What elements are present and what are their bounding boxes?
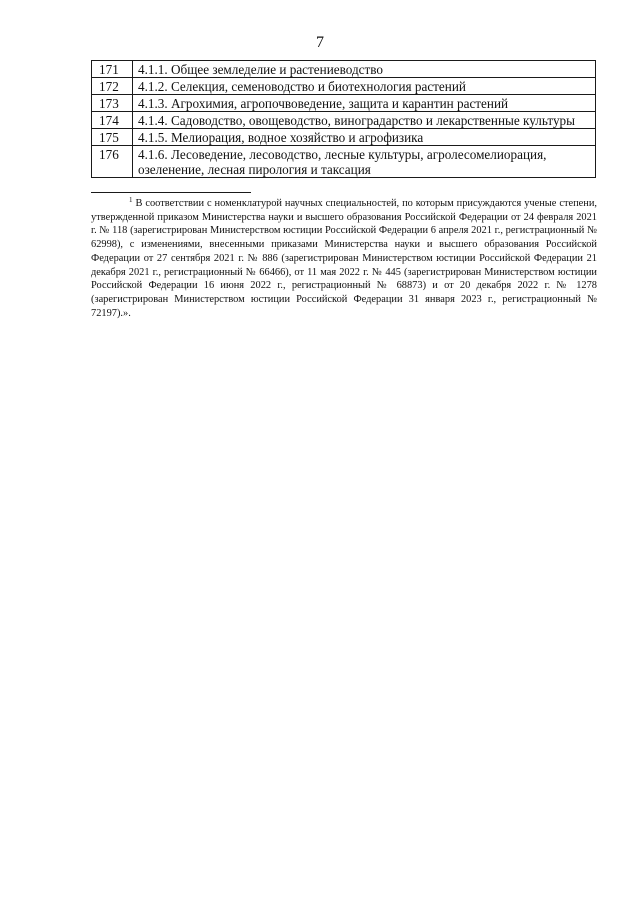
row-number: 173 [92,95,133,112]
row-number: 171 [92,61,133,78]
table-row [92,112,596,129]
specialty-name: 4.1.4. Садоводство, овощеводство, виноградарство и лекарственные культуры [133,112,596,129]
footnote-text: В соответствии с номенклатурой научных специальностей, по которым присуждаются ученые степени, утвержденной приказом Министерства науки и высшего образования Российской Федерации от 24 февраля 2021 г. № 118 (зарегистрирован Министерством юстиции Российской Федерации 6 апреля 2021 г., регистрационный № 62998), с изменениями, внесенными приказами Министерства науки и высшего образования Российской Федерации от 27 сентября 2021 г. № 886 (зарегистрирован Министерством юстиции Российской Федерации 21 декабря 2021 г., регистрационный № 66466), от 11 мая 2022 г. № 445 (зарегистрирован Министерством юстиции Российской Федерации 16 июня 2022 г., регистрационный № 68873) и от 20 декабря 2022 г. № 1278 (зарегистрирован Министерством юстиции Российской Федерации 31 января 2023 г., регистрационный № 72197).». [91,198,597,319]
row-number: 174 [92,112,133,129]
footnote-marker: 1 [129,196,133,204]
table-row [92,78,596,95]
footnote-separator [91,192,251,193]
specialty-name: 4.1.2. Селекция, семеноводство и биотехнология растений [133,78,596,95]
row-number: 175 [92,129,133,146]
table-row [92,129,596,146]
row-number: 176 [92,146,133,178]
table-row [92,146,596,178]
specialty-name: 4.1.3. Агрохимия, агропочвоведение, защита и карантин растений [133,95,596,112]
table-row [92,61,596,78]
specialties-table [91,60,596,178]
specialty-name: 4.1.6. Лесоведение, лесоводство, лесные культуры, агролесомелиорация, озеленение, лесная пирология и таксация [133,146,596,178]
footnote [91,197,597,320]
row-number: 172 [92,78,133,95]
specialty-name: 4.1.5. Мелиорация, водное хозяйство и агрофизика [133,129,596,146]
table-row [92,95,596,112]
specialty-name: 4.1.1. Общее земледелие и растениеводство [133,61,596,78]
page-number: 7 [316,34,324,51]
